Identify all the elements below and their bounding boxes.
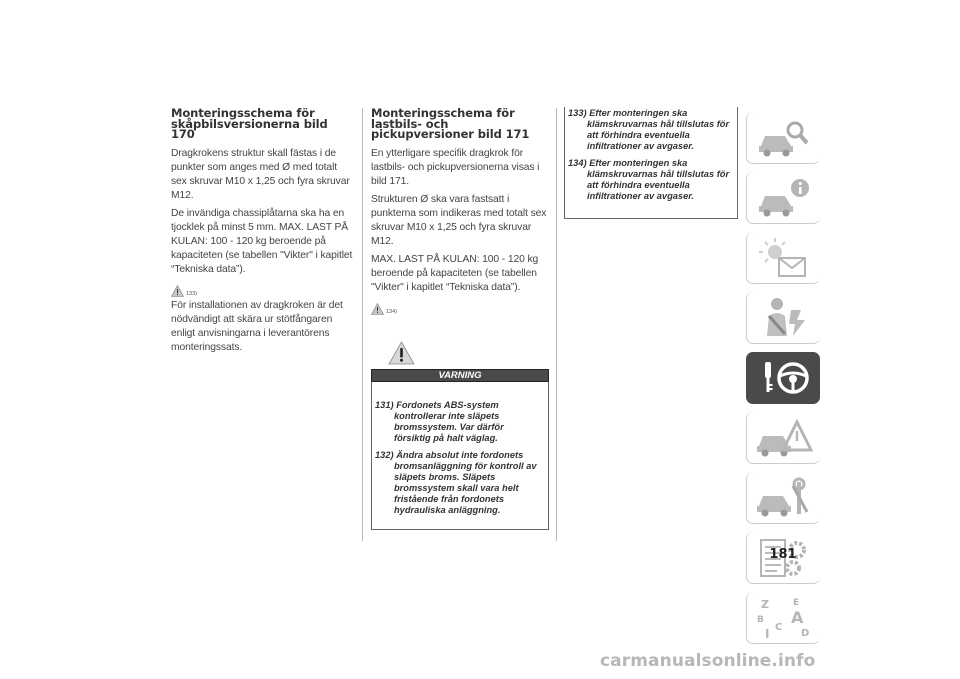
car-wrench-icon <box>755 476 813 520</box>
warning-reference[interactable] <box>171 281 353 297</box>
paragraph: Strukturen Ø ska vara fastsatt i punkterna som indikeras med totalt sex skruvar M10 x 1,25 och fyra skruvar M12. <box>371 193 547 247</box>
paragraph: Dragkrokens struktur skall fästas i de punkter som anges med Ø med totalt sex skruvar M10 x 1,25 och fyra skruvar M12. <box>171 147 350 201</box>
tab-lights-mail[interactable] <box>746 232 820 284</box>
warning-triangle-icon <box>171 285 184 297</box>
car-search-icon <box>755 116 813 160</box>
index-letter: B <box>757 615 764 625</box>
reference-number: 133) <box>186 290 198 297</box>
column-3 <box>564 108 738 219</box>
notes-box <box>564 107 738 219</box>
watermark: carmanualsonline.info <box>600 651 816 671</box>
seatbelt-person-icon <box>755 296 813 340</box>
page-number: 181 <box>769 547 797 562</box>
warning-note: 132) Ändra absolut inte fordonets bromsanläggning för kontroll av släpets broms. Släpets bromssystem skall vara helt fristående från fordonets hydrauliska anläggning. <box>375 449 537 515</box>
section-heading: Monteringsschema för lastbils- och pickupversioner bild 171 <box>371 106 530 141</box>
tab-alphabet-index[interactable] <box>746 592 820 644</box>
tab-key-steering-wheel[interactable] <box>746 352 820 404</box>
index-letter: E <box>793 598 800 608</box>
note: 133) Efter monteringen ska klämskruvarnas hål tillslutas för att förhindra eventuella infiltrationer av avgaser. <box>568 108 730 151</box>
section-heading: Monteringsschema för skåpbilsversionerna bild 170 <box>171 106 328 141</box>
index-letter: I <box>765 627 770 640</box>
lights-mail-icon <box>755 236 813 280</box>
tab-car-wrench[interactable] <box>746 472 820 524</box>
index-letter: C <box>775 622 783 633</box>
key-steering-wheel-icon <box>755 356 813 400</box>
paragraph: MAX. LAST PÅ KULAN: 100 - 120 kg beroende på kapaciteten (se tabellen "Vikter" i kapitlet “Tekniska data”). <box>371 253 539 293</box>
tab-car-warning-triangle[interactable] <box>746 412 820 464</box>
warning-note: 131) Fordonets ABS-system kontrollerar inte släpets bromssystem. Var därför försiktig på halt väglag. <box>375 399 504 443</box>
chapter-tabs <box>746 112 820 652</box>
warning-reference[interactable] <box>371 299 549 315</box>
paragraph: En ytterligare specifik dragkrok för lastbils- och pickupversionerna visas i bild 171. <box>371 147 540 187</box>
warning-box <box>371 382 549 530</box>
paragraph: För installationen av dragkroken är det nödvändigt att skära ur stötfångaren enligt anvisningarna i leverantörens monteringssats. <box>171 299 343 353</box>
alphabet-index-icon <box>755 596 813 640</box>
tab-car-search[interactable] <box>746 112 820 164</box>
car-warning-triangle-icon <box>755 416 813 460</box>
tab-seatbelt-person[interactable] <box>746 292 820 344</box>
warning-triangle-icon <box>371 303 384 315</box>
warning-title: VARNING <box>371 369 549 382</box>
column-divider <box>362 108 363 541</box>
column-1 <box>171 108 353 359</box>
reference-number: 134) <box>386 308 398 315</box>
index-letter: A <box>791 608 804 627</box>
index-letter: D <box>801 628 810 639</box>
car-info-icon <box>755 176 813 220</box>
note: 134) Efter monteringen ska klämskruvarnas hål tillslutas för att förhindra eventuella infiltrationer av avgaser. <box>568 158 730 201</box>
tab-car-info[interactable] <box>746 172 820 224</box>
index-letter: Z <box>761 598 769 611</box>
paragraph: De invändiga chassiplåtarna ska ha en tjocklek på minst 5 mm. MAX. LAST PÅ KULAN: 100 - 120 kg beroende på kapaciteten (se tabellen "Vikter" i kapitlet “Tekniska data”). <box>171 207 353 275</box>
column-2 <box>371 108 549 530</box>
column-divider <box>556 108 557 541</box>
warning-triangle-icon <box>388 341 415 365</box>
